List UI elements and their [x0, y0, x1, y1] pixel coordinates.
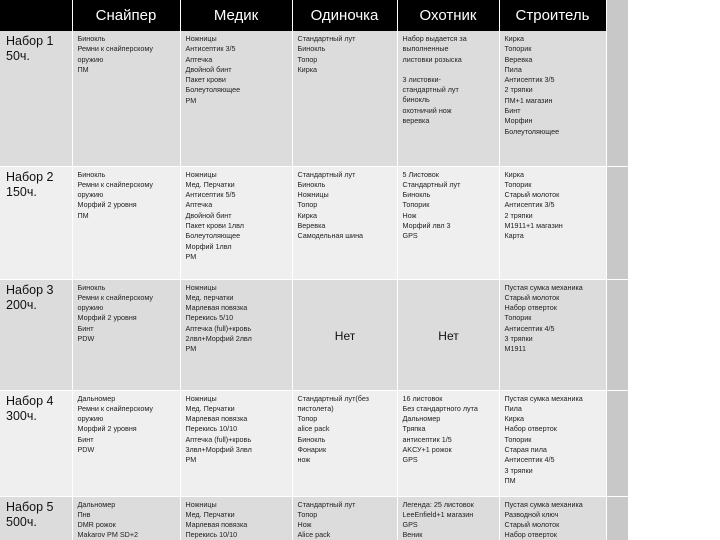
cell-line: Бинт: [504, 106, 521, 116]
cell-line: PM: [185, 455, 197, 465]
cell-line: Болеутоляющее: [185, 85, 241, 95]
cell-line: Тряпка: [402, 424, 426, 434]
cell-line: Пила: [504, 403, 522, 413]
cell-line: PM: [185, 251, 197, 261]
cell-line: ПМ: [77, 64, 89, 74]
column-header-medic: Медик: [180, 0, 292, 31]
cell-line: оружию: [77, 303, 104, 313]
cell-line: оружию: [77, 54, 104, 64]
cell-kit-5-sniper: [72, 496, 180, 540]
cell-line: Топорик: [504, 313, 532, 323]
cell-line: M1911+1 магазин: [504, 220, 563, 230]
cell-line: Марлевая повязка: [185, 303, 248, 313]
cell-line: Набор отверток: [504, 530, 557, 540]
cell-line: ПМ: [504, 475, 516, 485]
cell-line: M1911: [504, 344, 526, 354]
cell-line: Топор: [297, 54, 318, 64]
cell-line: Морфий лвл 3: [402, 220, 451, 230]
cell-kit-1-hunter: [397, 31, 499, 166]
table-row: [0, 166, 628, 279]
cell-line: Ножницы: [185, 499, 217, 509]
cell-line: Пила: [504, 64, 522, 74]
row-gutter: [606, 279, 628, 390]
cell-line: Пнв: [77, 509, 91, 519]
cell-line: PM: [185, 95, 197, 105]
cell-line: Набор отверток: [504, 424, 557, 434]
row-header-kit-1: Набор 1 50ч.: [0, 31, 72, 166]
cell-line: GPS: [402, 231, 418, 241]
cell-line: Легенда: 25 листовок: [402, 499, 474, 509]
cell-line: Старый молоток: [504, 292, 560, 302]
table-body: [0, 31, 628, 540]
cell-line: Антисептик 5/5: [185, 190, 236, 200]
cell-line: Старый молоток: [504, 520, 560, 530]
cell-line: Ремни к снайперскому: [77, 179, 153, 189]
cell-line: Дальномер: [77, 393, 116, 403]
cell-line: охотничий нож: [402, 105, 452, 115]
cell-line: DMR рожок: [77, 520, 116, 530]
cell-line: Ножницы: [185, 393, 217, 403]
cell-line: Ремни к снайперскому: [77, 44, 153, 54]
row-gutter: [606, 31, 628, 166]
column-header-builder: Строитель: [499, 0, 606, 31]
cell-line: Дальномер: [77, 499, 116, 509]
cell-kit-3-hunter: Нет: [397, 279, 499, 390]
cell-line: Бинт: [77, 323, 94, 333]
cell-line: Топор: [297, 200, 318, 210]
cell-line: alice pack: [297, 424, 330, 434]
cell-line: Морфин: [504, 116, 533, 126]
cell-line: Веревка: [297, 220, 326, 230]
row-header-kit-2: Набор 2 150ч.: [0, 166, 72, 279]
cell-line: Набор выдается за: [402, 34, 467, 43]
cell-line: Аптечка: [185, 54, 213, 64]
cell-line: Аптечка (full)+кровь: [185, 434, 252, 444]
cell-line: Ножницы: [185, 34, 217, 43]
cell-kit-1-builder: [499, 31, 606, 166]
cell-line: Топорик: [504, 434, 532, 444]
cell-line: Бинокль: [297, 179, 326, 189]
cell-line: Морфий 2 уровня: [77, 313, 137, 323]
cell-kit-1-loner: [292, 31, 397, 166]
cell-line: оружию: [77, 414, 104, 424]
cell-line: Мед. перчатки: [185, 292, 234, 302]
right-margin: [628, 0, 720, 540]
cell-kit-5-builder: [499, 496, 606, 540]
cell-line: Makarov PM SD+2: [77, 530, 139, 540]
cell-line: оружию: [77, 190, 104, 200]
cell-line: Антисептик 4/5: [504, 455, 555, 465]
cell-line: Стандартный лут: [297, 169, 356, 179]
cell-line: Стандартный лут: [402, 179, 461, 189]
cell-line: Фонарик: [297, 444, 327, 454]
cell-kit-2-sniper: [72, 166, 180, 279]
cell-line: Кирка: [504, 34, 524, 43]
cell-line: Карта: [504, 231, 524, 241]
cell-kit-4-hunter: [397, 390, 499, 496]
cell-kit-2-loner: [292, 166, 397, 279]
cell-line: LeeEnfield+1 магазин: [402, 509, 474, 519]
cell-line: Ножницы: [185, 169, 217, 179]
cell-kit-1-sniper: [72, 31, 180, 166]
cell-line: Перекись 10/10: [185, 530, 238, 540]
table-row: [0, 31, 628, 166]
cell-line: Без стандартного лута: [402, 403, 478, 413]
cell-line: Дальномер: [402, 414, 441, 424]
column-header-hunter: Охотник: [397, 0, 499, 31]
cell-line: Антисептик 3/5: [504, 200, 555, 210]
cell-line: Антисептик 3/5: [504, 75, 555, 85]
cell-line: 3 тряпки: [504, 465, 533, 475]
cell-kit-5-hunter: [397, 496, 499, 540]
cell-line: Бинокль: [402, 190, 431, 200]
cell-line: Пустая сумка механика: [504, 282, 583, 292]
cell-line: Перекись 5/10: [185, 313, 234, 323]
cell-line: Антисептик 3/5: [185, 44, 236, 54]
cell-line: Мед. Перчатки: [185, 179, 235, 189]
cell-line: листовки розыска: [402, 54, 462, 64]
cell-kit-4-sniper: [72, 390, 180, 496]
row-header-kit-3: Набор 3 200ч.: [0, 279, 72, 390]
cell-line: Болеутоляющее: [185, 231, 241, 241]
cell-kit-4-builder: [499, 390, 606, 496]
cell-line: Бинокль: [297, 44, 326, 54]
cell-line: стандартный лут: [402, 85, 459, 95]
cell-line: Нож: [297, 520, 312, 530]
cell-line: GPS: [402, 455, 418, 465]
cell-line: Стандартный лут: [297, 499, 356, 509]
cell-line: Мед. Перчатки: [185, 403, 235, 413]
cell-line: Топор: [297, 414, 318, 424]
cell-line: Набор отверток: [504, 303, 557, 313]
cell-line: Двойной бинт: [185, 64, 232, 74]
cell-line: Топор: [297, 509, 318, 519]
corner-cell: [0, 0, 72, 31]
cell-line: Бинокль: [77, 169, 106, 179]
cell-line: Пакет крови 1лвл: [185, 220, 244, 230]
column-header-loner: Одиночка: [292, 0, 397, 31]
cell-line: Веник: [402, 530, 423, 540]
blank-line: [403, 65, 495, 75]
cell-kit-3-builder: [499, 279, 606, 390]
cell-line: бинокль: [402, 95, 430, 105]
cell-line: Топорик: [402, 200, 430, 210]
cell-kit-5-loner: [292, 496, 397, 540]
cell-line: Бинокль: [297, 434, 326, 444]
cell-line: Аптечка (full)+кровь: [185, 323, 252, 333]
cell-line: 5 Листовок: [402, 169, 439, 179]
cell-line: AKСУ+1 рожок: [402, 444, 452, 454]
cell-line: Стандартный лут(без: [297, 393, 369, 403]
row-header-kit-4: Набор 4 300ч.: [0, 390, 72, 496]
cell-line: Alice pack: [297, 530, 331, 540]
cell-line: Кирка: [504, 414, 524, 424]
cell-kit-5-medic: [180, 496, 292, 540]
cell-line: Кирка: [504, 169, 524, 179]
cell-line: Нож: [402, 210, 417, 220]
cell-kit-4-medic: [180, 390, 292, 496]
cell-line: выполненные: [402, 44, 449, 54]
cell-line: нож: [297, 455, 311, 465]
cell-line: PDW: [77, 333, 95, 343]
cell-line: Аптечка: [185, 200, 213, 210]
cell-line: Кирка: [297, 210, 317, 220]
cell-line: веревка: [402, 116, 430, 126]
row-header-kit-5: Набор 5 500ч.: [0, 496, 72, 540]
cell-kit-3-sniper: [72, 279, 180, 390]
cell-line: Топорик: [504, 179, 532, 189]
row-gutter: [606, 496, 628, 540]
cell-line: 2 тряпки: [504, 210, 533, 220]
cell-line: пистолета): [297, 403, 334, 413]
table-row: [0, 279, 628, 390]
column-header-sniper: Снайпер: [72, 0, 180, 31]
cell-line: Морфий 2 уровня: [77, 424, 137, 434]
cell-kit-2-medic: [180, 166, 292, 279]
cell-line: 16 листовок: [402, 393, 443, 403]
cell-line: 3 тряпки: [504, 333, 533, 343]
cell-line: PDW: [77, 444, 95, 454]
cell-line: Старая пила: [504, 444, 547, 454]
cell-line: ПМ+1 магазин: [504, 95, 553, 105]
header-row: [0, 0, 628, 31]
cell-line: Разводной ключ: [504, 509, 559, 519]
cell-line: Ремни к снайперскому: [77, 292, 153, 302]
cell-line: Бинокль: [77, 34, 106, 43]
cell-line: ПМ: [77, 210, 89, 220]
cell-line: Самодельная шина: [297, 231, 364, 241]
cell-line: Пустая сумка механика: [504, 499, 583, 509]
cell-line: антисептик 1/5: [402, 434, 452, 444]
row-gutter: [606, 390, 628, 496]
cell-line: Перекись 10/10: [185, 424, 238, 434]
cell-line: Топорик: [504, 44, 532, 54]
cell-line: Бинокль: [77, 282, 106, 292]
cell-line: Морфий 1лвл: [185, 241, 232, 251]
cell-kit-3-medic: [180, 279, 292, 390]
cell-line: 3 листовки-: [402, 74, 441, 84]
cell-line: Ножницы: [297, 190, 329, 200]
cell-line: Морфий 2 уровня: [77, 200, 137, 210]
cell-line: Веревка: [504, 54, 533, 64]
cell-line: Марлевая повязка: [185, 520, 248, 530]
cell-line: 2лвл+Морфий 2лвл: [185, 333, 252, 343]
cell-kit-2-hunter: [397, 166, 499, 279]
cell-line: Двойной бинт: [185, 210, 232, 220]
cell-line: Старый молоток: [504, 190, 560, 200]
cell-line: Ремни к снайперскому: [77, 403, 153, 413]
cell-line: Мед. Перчатки: [185, 509, 235, 519]
cell-line: Болеутоляющее: [504, 126, 560, 136]
cell-line: GPS: [402, 520, 418, 530]
cell-line: Ножницы: [185, 282, 217, 292]
cell-line: Пакет крови: [185, 75, 226, 85]
cell-line: 2 тряпки: [504, 85, 533, 95]
cell-kit-3-loner: Нет: [292, 279, 397, 390]
cell-line: Марлевая повязка: [185, 414, 248, 424]
cell-line: PM: [185, 344, 197, 354]
cell-kit-4-loner: [292, 390, 397, 496]
cell-line: Пустая сумка механика: [504, 393, 583, 403]
cell-kit-1-medic: [180, 31, 292, 166]
cell-line: 3лвл+Морфий 3лвл: [185, 444, 252, 454]
table-row: [0, 390, 628, 496]
cell-line: Кирка: [297, 64, 317, 74]
header-gutter: [606, 0, 628, 31]
cell-kit-2-builder: [499, 166, 606, 279]
row-gutter: [606, 166, 628, 279]
cell-line: Антисептик 4/5: [504, 323, 555, 333]
table-row: [0, 496, 628, 540]
cell-line: Бинт: [77, 434, 94, 444]
cell-line: Стандартный лут: [297, 34, 356, 43]
